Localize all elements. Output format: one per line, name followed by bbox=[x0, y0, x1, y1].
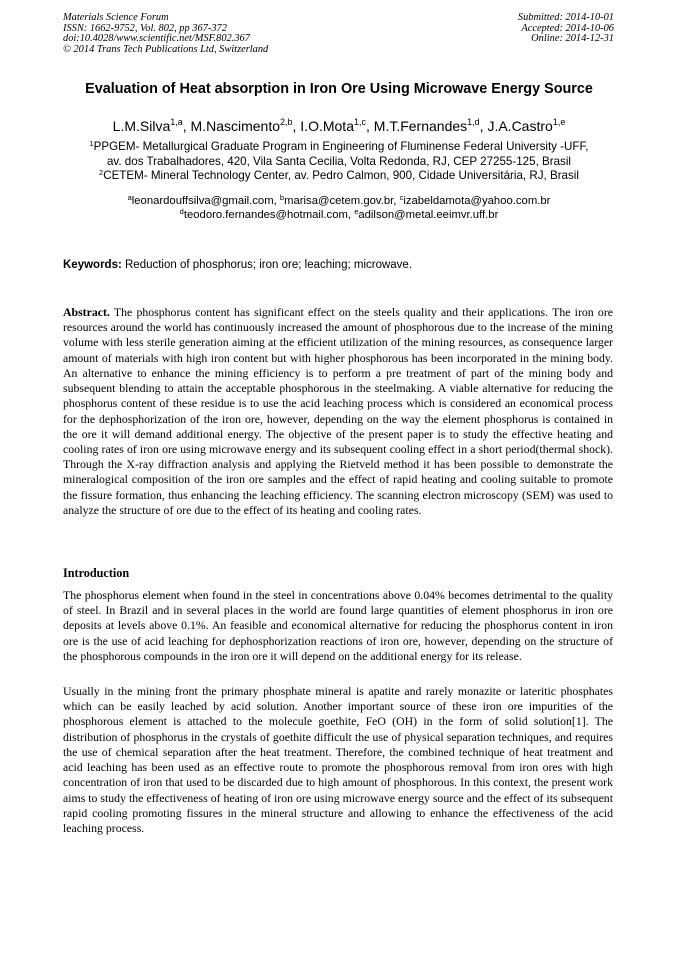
affiliation-2 bbox=[30, 169, 648, 184]
author-name: L.M.Silva bbox=[112, 118, 171, 134]
author-list bbox=[30, 117, 648, 135]
emails-line-2 bbox=[30, 208, 648, 222]
introduction-heading: Introduction bbox=[63, 566, 130, 580]
journal-name: Materials Science Forum bbox=[63, 12, 169, 23]
author-separator: , bbox=[479, 118, 488, 134]
email-link[interactable]: adilson@metal.eeimvr.uff.br bbox=[358, 209, 499, 222]
author-affil-mark: 1,e bbox=[552, 117, 566, 127]
email-link[interactable]: teodoro.fernandes@hotmail.com bbox=[183, 209, 348, 222]
affiliation-text: CETEM- Mineral Technology Center, av. Pedro Calmon, 900, Cidade Universitária, RJ, Brasil bbox=[103, 169, 579, 183]
abstract-label: Abstract. bbox=[63, 305, 110, 319]
submitted-date: Submitted: 2014-10-01 bbox=[517, 12, 614, 23]
online-date: Online: 2014-12-31 bbox=[531, 33, 614, 44]
email-link[interactable]: marisa@cetem.gov.br bbox=[284, 195, 394, 207]
accepted-date: Accepted: 2014-10-06 bbox=[521, 22, 614, 34]
journal-copyright: © 2014 Trans Tech Publications Ltd, Switzerland bbox=[63, 43, 269, 55]
email-separator: , bbox=[393, 195, 400, 207]
affiliation-text: PPGEM- Metallurgical Graduate Program in Engineering of Fluminense Federal University -UFF, bbox=[93, 140, 589, 153]
affiliation-1-line-2: av. dos Trabalhadores, 420, Vila Santa Cecilia, Volta Redonda, RJ, CEP 27255-125, Brasil bbox=[106, 154, 572, 168]
journal-issn: ISSN: 1662-9752, Vol. 802, pp 367-372 bbox=[63, 22, 227, 34]
affiliations bbox=[30, 140, 648, 184]
email-link[interactable]: izabeldamota@yahoo.com.br bbox=[403, 195, 551, 207]
email-mark: e bbox=[354, 207, 359, 217]
email-mark: b bbox=[279, 193, 285, 202]
author-separator: , bbox=[366, 118, 374, 134]
email-separator: , bbox=[273, 195, 280, 207]
journal-doi[interactable]: doi:10.4028/www.scientific.net/MSF.802.367 bbox=[63, 33, 250, 44]
author-affil-mark: 1,a bbox=[170, 117, 183, 127]
keywords bbox=[63, 258, 412, 272]
author-name: I.O.Mota bbox=[300, 118, 354, 134]
abstract bbox=[63, 305, 613, 518]
publication-dates bbox=[518, 13, 614, 45]
keywords-text: Reduction of phosphorus; iron ore; leaching; microwave. bbox=[125, 259, 413, 271]
author-affil-mark: 1,c bbox=[353, 117, 366, 127]
keywords-label: Keywords: bbox=[63, 259, 122, 271]
emails-line-1 bbox=[30, 194, 648, 208]
email-mark: c bbox=[399, 193, 404, 202]
author-name: J.A.Castro bbox=[487, 118, 553, 134]
journal-info bbox=[63, 13, 268, 55]
author-name: M.Nascimento bbox=[190, 118, 280, 134]
email-separator: , bbox=[347, 209, 355, 222]
email-mark: a bbox=[127, 193, 132, 202]
author-separator: , bbox=[292, 118, 301, 134]
introduction-paragraph-2: Usually in the mining front the primary phosphate mineral is apatite and rarely monazite or lateritic phosphates which can be easily leached by acid solution. Another important source of these iron ore impurities of the phosphorous element is attached to the molecule goethite, FeO (OH) in the form of solid solution[1]. The distribution of phosphorus in the crystals of goethite difficult the use of physical separation techniques, and requires the use of chemical separation after the heat treatment. Therefore, the combined technique of heat treatment and acid leaching has been used as an effective route to promote the phosphorous removal from iron ores with high concentration of iron that used to be discarded due to high amount of phosphorous. In this context, the present work aims to study the effectiveness of heating of iron ore using microwave energy source and the effect of its subsequent rapid cooling promoting fissures in the mineral structure and allowing to enhance the effectiveness of the acid leaching process. bbox=[63, 684, 613, 835]
introduction-paragraph-1: The phosphorus element when found in the steel in concentrations above 0.04% becomes detrimental to the quality of steel. In Brazil and in several places in the world are found large quantities of element phosphorus in iron ore deposits at levels above 0.1%. An feasible and economical alternative for reducing the phosphorus content in iron ore is the use of acid leaching for dephosphorization reactions of iron ore, however, depending on the structure of the phosphorous compounds in the iron ore it will depend on the additional energy for its release. bbox=[63, 588, 613, 663]
email-mark: d bbox=[179, 207, 184, 217]
abstract-text: The phosphorus content has significant effect on the steels quality and their applications. The iron ore resources around the world has continuously increased the amount of phosphorous due to the increase of the mining volume with less sterile generation aiming at the efficient utilization of the mining resources, as consequence larger amount of materials with high iron content but with higher phosphorous has been incorporated in the mining body. An alternative to enhance the mining efficiency is to perform a pre treatment of part of the mining body and subsequent blending to attain the acceptable phosphorous in the steelmaking. A viable alternative for reducing the phosphorus content of these residue is to use the acid leaching process which is considered an economical process for the dephosphorization of the iron ore, however, depending on the way the element phosphorus is contained in the ore it will demand additional energy. The objective of the present paper is to study the effective heating and cooling rates of iron ore using microwave energy and its subsequent cooling effect in a short period(thermal shock). Through the X-ray diffraction analysis and applying the Rietveld method it has been possible to demonstrate the mineralogical composition of the iron ore samples and the effect of rapid heating and cooling suitable to promote the fissure formation, thus enhancing the leaching efficiency. The scanning electron microscopy (SEM) was used to analyze the structure of ore due to the effect of its heating and cooling rates. bbox=[63, 305, 613, 517]
affiliation-mark: 1 bbox=[89, 139, 94, 148]
author-separator: , bbox=[182, 118, 191, 134]
affiliation-mark: 2 bbox=[99, 168, 104, 178]
author-name: M.T.Fernandes bbox=[373, 118, 468, 134]
affiliation-1-line-1 bbox=[30, 140, 648, 155]
author-affil-mark: 2,b bbox=[280, 117, 293, 127]
email-link[interactable]: leonardouffsilva@gmail.com bbox=[131, 195, 274, 207]
paper-title: Evaluation of Heat absorption in Iron Ore Using Microwave Energy Source bbox=[85, 81, 593, 97]
author-affil-mark: 1,d bbox=[467, 117, 480, 127]
author-emails bbox=[30, 194, 648, 223]
